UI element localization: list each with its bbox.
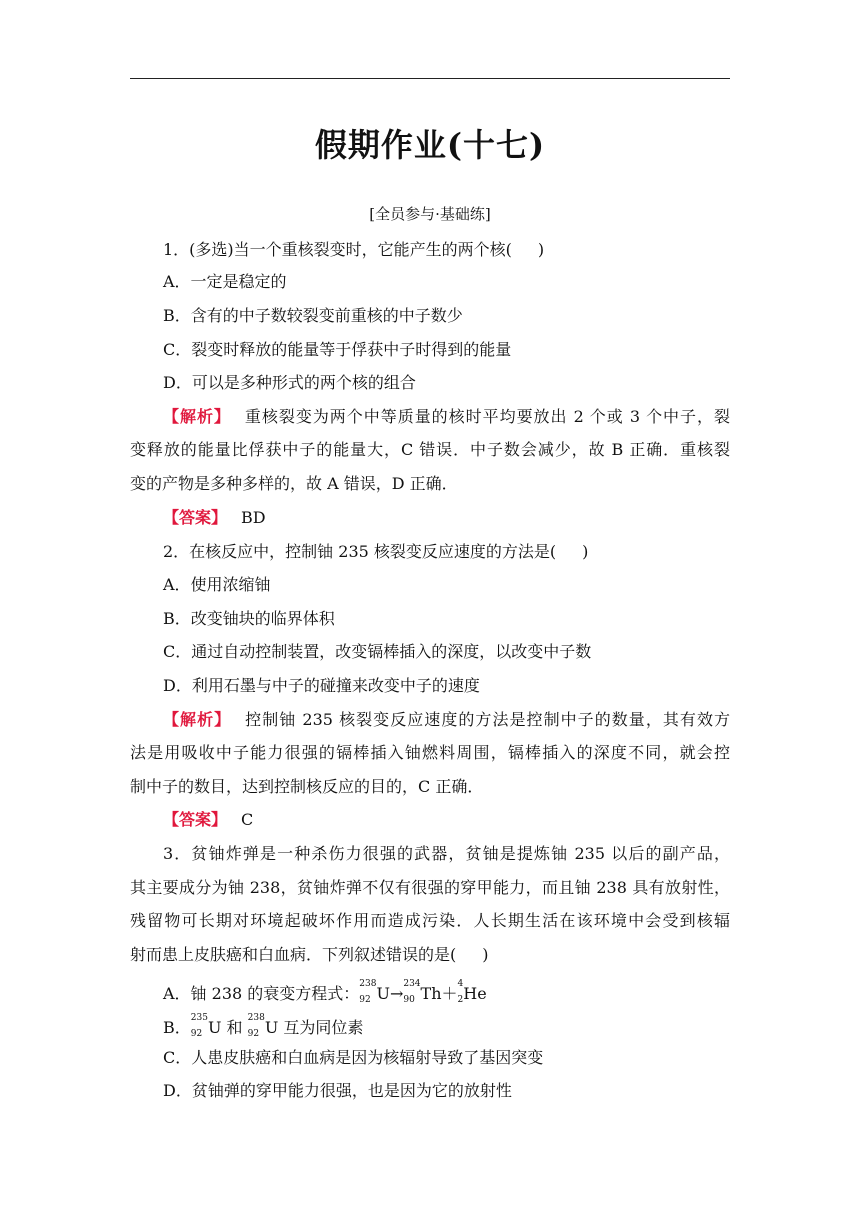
q3-option-b [130,1014,763,1039]
q2-analysis-text-1: 控制铀 235 核裂变反应速度的方法是控制中子的数量，其有效方 [245,710,730,729]
q3-option-a [130,980,763,1005]
page-title: 假期作业(十七) [314,126,546,164]
symbol-he: He [463,984,487,1003]
nuclide-th234 [403,980,420,1005]
q3-stem-line-4 [130,945,730,965]
q2-stem [130,542,763,562]
nuclide-u235 [191,1014,208,1039]
atomic-number: 2 [457,994,464,1005]
q1-option-d: D．可以是多种形式的两个核的组合 [163,373,416,392]
q2-stem-end: ) [582,542,589,561]
atomic-number: 90 [403,994,415,1005]
symbol-u: U [376,984,390,1003]
q2-option-c: C．通过自动控制装置，改变镉棒插入的深度，以改变中子数 [163,642,592,661]
atomic-number: 92 [247,1028,260,1039]
analysis-tag: 【解析】 [163,407,231,426]
header-rule [130,78,730,79]
analysis-tag: 【解析】 [163,710,232,729]
mass-number: 234 [403,979,421,989]
nuclide-u238 [359,980,376,1005]
q3-stem-line-2: 其主要成分为铀 238，贫铀炸弹不仅有很强的穿甲能力，而且铀 238 具有放射性， [130,878,730,897]
mass-number: 235 [190,1013,208,1023]
mass-number: 4 [457,979,464,989]
q1-option-c: C．裂变时释放的能量等于俘获中子时得到的能量 [163,340,512,359]
q2-analysis-line-2: 法是用吸收中子能力很强的镉棒插入铀燃料周围，镉棒插入的深度不同，就会控 [130,743,730,762]
plus-sign: ＋ [441,984,458,1003]
atomic-number: 92 [359,994,371,1005]
q2-analysis-line-3: 制中子的数目，达到控制核反应的目的，C 正确． [130,777,484,796]
q2-answer [130,810,763,830]
q3-option-b-mid: 和 [221,1018,248,1037]
section-heading: [全员参与·基础练] [369,205,491,223]
q3-option-b-tail: 互为同位素 [278,1018,364,1037]
symbol-u: U [207,1018,222,1037]
q1-answer [130,508,763,528]
mass-number: 238 [247,1013,265,1023]
q1-stem-text: 1．(多选)当一个重核裂变时，它能产生的两个核( [163,240,512,259]
q2-option-a: A．使用浓缩铀 [163,575,271,594]
q1-stem [130,240,763,260]
q1-option-a: A．一定是稳定的 [163,272,287,291]
q1-option-b: B．含有的中子数较裂变前重核的中子数少 [163,306,463,325]
q1-analysis-line-3: 变的产物是多种多样的，故 A 错误，D 正确． [130,474,458,493]
q1-answer-value: BD [241,508,266,527]
atomic-number: 92 [190,1028,203,1039]
q3-stem-line-1: 3．贫铀炸弹是一种杀伤力很强的武器，贫铀是提炼铀 235 以后的副产品， [163,844,730,863]
q3-option-d: D．贫铀弹的穿甲能力很强，也是因为它的放射性 [163,1081,512,1100]
q2-option-d: D．利用石墨与中子的碰撞来改变中子的速度 [163,676,480,695]
answer-tag: 【答案】 [163,810,228,829]
mass-number: 238 [359,979,377,989]
nuclide-u238 [248,1014,265,1039]
q3-stem-text-4: 射而患上皮肤癌和白血病．下列叙述错误的是( [130,945,457,964]
q1-analysis-line-2: 变释放的能量比俘获中子的能量大，C 错误．中子数会减少，故 B 正确．重核裂 [130,440,730,459]
q3-option-b-label: B． [163,1018,191,1037]
q3-option-a-label: A．铀 238 的衰变方程式： [163,984,360,1003]
q2-stem-text: 2．在核反应中，控制铀 235 核裂变反应速度的方法是( [163,542,557,561]
symbol-th: Th [420,984,442,1003]
q1-stem-end: ) [537,240,545,259]
symbol-u: U [264,1018,279,1037]
reaction-arrow: → [389,984,404,1003]
answer-tag: 【答案】 [163,508,228,527]
q3-option-c: C．人患皮肤癌和白血病是因为核辐射导致了基因突变 [163,1048,544,1067]
q2-analysis-line-1 [130,710,730,730]
nuclide-he4 [458,980,464,1005]
q1-analysis-text-1: 重核裂变为两个中等质量的核时平均要放出 2 个或 3 个中子，裂 [244,407,730,426]
q1-analysis-line-1 [130,407,730,427]
q3-stem-line-3: 残留物可长期对环境起破坏作用而造成污染．人长期生活在该环境中会受到核辐 [130,911,730,930]
q2-option-b: B．改变铀块的临界体积 [163,609,335,628]
q3-stem-end: ) [482,945,489,964]
q2-answer-value: C [241,810,254,829]
